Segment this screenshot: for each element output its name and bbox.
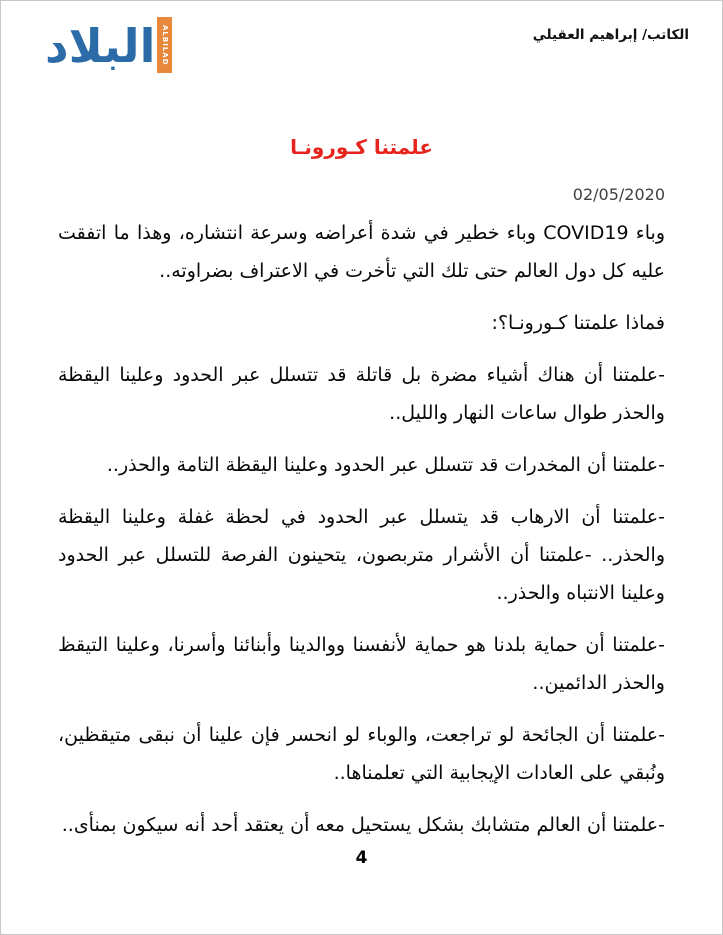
albilad-logo: [45, 15, 172, 77]
logo-arabic-wordmark: البلاد: [45, 19, 156, 73]
lesson-paragraph: -علمتنا أن الارهاب قد يتسلل عبر الحدود في لحظة غفلة وعلينا اليقظة والحذر.. -علمتنا أن الأشرار متربصون، يتحينون الفرصة للتسلل عبر الحدود وعلينا الانتباه والحذر..: [58, 506, 665, 604]
lesson-paragraph: -علمتنا أن الجائحة لو تراجعت، والوباء لو انحسر فإن علينا أن نبقى متيقظين، ونُبقي على العادات الإيجابية التي تعلمناها..: [58, 724, 665, 784]
page-number: 4: [355, 848, 368, 868]
lesson-paragraph: -علمتنا أن هناك أشياء مضرة بل قاتلة قد تتسلل عبر الحدود وعلينا اليقظة والحذر طوال ساعات النهار والليل..: [58, 364, 665, 424]
logo-latin-vertical-text: ALBILAD: [160, 24, 169, 66]
lesson-paragraph: -علمتنا أن حماية بلدنا هو حماية لأنفسنا ووالدينا وأبنائنا وأسرنا، وعلينا التيقظ والحذر الدائمين..: [58, 634, 665, 694]
lesson-paragraph: -علمتنا أن المخدرات قد تتسلل عبر الحدود وعلينا اليقظة التامة والحذر..: [106, 454, 665, 476]
article-body: [1, 204, 722, 844]
lesson-paragraph: -علمتنا أن العالم متشابك بشكل يستحيل معه أن يعتقد أحد أنه سيكون بمنأى..: [61, 814, 665, 836]
article-title: علمتنا كـورونـا: [290, 135, 433, 159]
article-date: 02/05/2020: [572, 185, 665, 204]
page-header: [1, 1, 722, 97]
logo-orange-strip: [157, 17, 172, 73]
question-line: فماذا علمتنا كـورونـا؟:: [491, 312, 665, 334]
author-byline: الكاتب/ إبراهيم العقيلي: [532, 27, 689, 43]
intro-paragraph: وباء COVID19 وباء خطير في شدة أعراضه وسرعة انتشاره، وهذا ما اتفقت عليه كل دول العالم حتى تلك التي تأخرت في الاعتراف بضراوته..: [58, 222, 665, 282]
